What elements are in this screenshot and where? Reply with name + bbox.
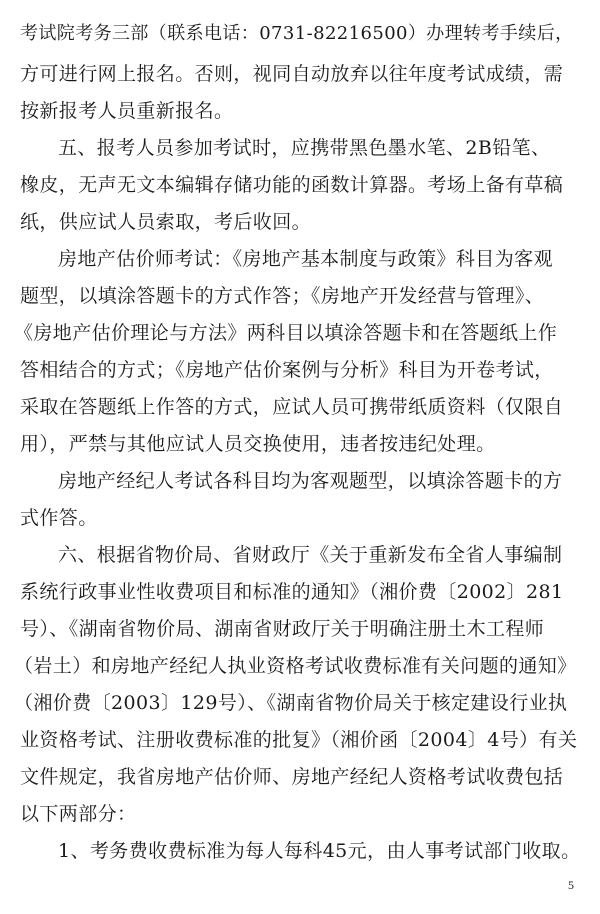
text-line: 房地产估价师考试：《房地产基本制度与政策》科目为客观 <box>58 248 553 270</box>
text-line: 五、报考人员参加考试时，应携带黑色墨水笔、2B铅笔、 <box>58 137 551 159</box>
text-line: 房地产经纪人考试各科目均为客观题型，以填涂答题卡的方 <box>58 470 563 492</box>
text-line: 以下两部分： <box>20 803 137 825</box>
text-line: 系统行政事业性收费项目和标准的通知》（湘价费〔2002〕281 <box>20 581 564 603</box>
text-line: 《房地产估价理论与方法》两科目以填涂答题卡和在答题纸上作 <box>14 322 558 344</box>
text-line: 号）、《湖南省物价局、湖南省财政厅关于明确注册土木工程师 <box>20 618 545 640</box>
text-line: 方可进行网上报名。否则，视同自动放弃以往年度考试成绩，需 <box>20 63 564 85</box>
text-line: 考试院考务三部（联系电话：0731-82216500）办理转考手续后， <box>20 23 574 44</box>
text-line: （岩土）和房地产经纪人执业资格考试收费标准有关问题的通知》 <box>14 655 577 677</box>
text-line: 用），严禁与其他应试人员交换使用，违者按违纪处理。 <box>20 433 496 455</box>
text-line: 题型，以填涂答题卡的方式作答；《房地产开发经营与管理》、 <box>20 285 545 307</box>
text-line: 文件规定，我省房地产估价师、房地产经纪人资格考试收费包括 <box>20 766 564 788</box>
text-line: 按新报考人员重新报名。 <box>20 100 234 122</box>
text-line: 1、考务费收费标准为每人每科45元，由人事考试部门收取。 <box>58 840 581 862</box>
text-line: 六、根据省物价局、省财政厅《关于重新发布全省人事编制 <box>58 544 563 566</box>
text-line: 纸，供应试人员索取，考后收回。 <box>20 211 312 233</box>
text-line: 答相结合的方式；《房地产估价案例与分析》科目为开卷考试， <box>20 359 554 381</box>
page-number: 5 <box>568 878 574 892</box>
text-line: 橡皮，无声无文本编辑存储功能的函数计算器。考场上备有草稿 <box>20 174 564 196</box>
text-line: 业资格考试、注册收费标准的批复》（湘价函〔2004〕4号）有关 <box>20 729 578 751</box>
text-line: 采取在答题纸上作答的方式，应试人员可携带纸质资料（仅限自 <box>20 396 564 418</box>
text-line: （湘价费〔2003〕129号）、《湖南省物价局关于核定建设行业执 <box>14 692 568 714</box>
text-line: 式作答。 <box>20 507 98 529</box>
